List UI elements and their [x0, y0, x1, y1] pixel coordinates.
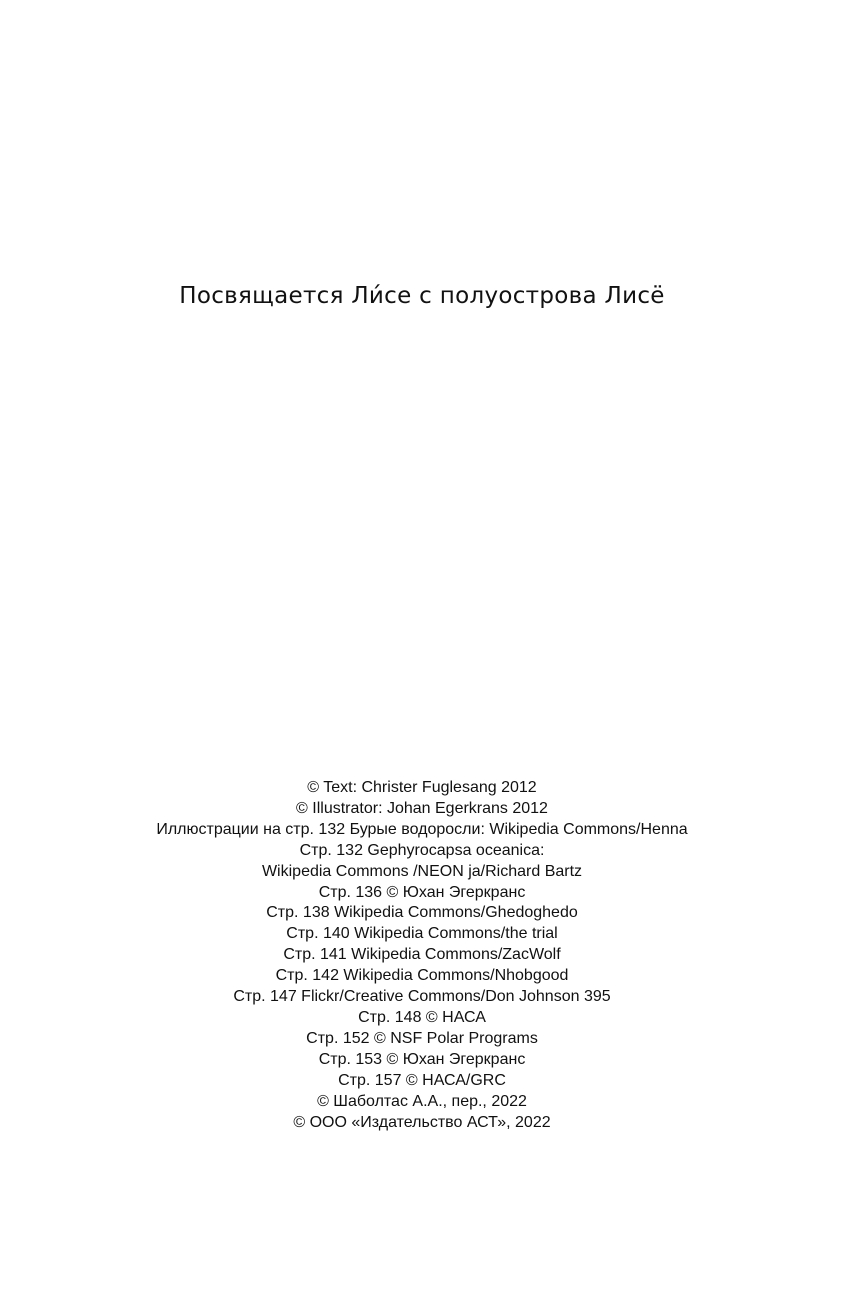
credit-line: Стр. 132 Gephyrocapsa oceanica: [299, 841, 545, 859]
credit-line: © Text: Christer Fuglesang 2012 [307, 779, 537, 796]
credit-line: Стр. 147 Flickr/Creative Commons/Don Johnson 395 [233, 988, 611, 1006]
credit-line: Стр. 141 Wikipedia Commons/ZacWolf [283, 946, 561, 964]
credit-line: Стр. 148 © НАСА [358, 1008, 486, 1026]
credit-line: Стр. 142 Wikipedia Commons/Nhobgood [275, 967, 569, 985]
credit-line: Wikipedia Commons /NEON ja/Richard Bartz [261, 862, 583, 880]
credit-line: Стр. 140 Wikipedia Commons/the trial [286, 925, 558, 943]
credit-line: Иллюстрации на стр. 132 Бурые водоросли: Wikipedia Commons/Henna [156, 820, 688, 838]
credit-line: Стр. 136 © Юхан Эгеркранс [318, 883, 526, 901]
credit-line: © Шаболтас А.А., пер., 2022 [317, 1092, 527, 1110]
credit-line: Стр. 138 Wikipedia Commons/Ghedoghedo [266, 904, 578, 922]
credit-line: © ООО «Издательство АСТ», 2022 [293, 1113, 551, 1131]
credit-line: Стр. 152 © NSF Polar Programs [306, 1029, 538, 1047]
credits-list [0, 778, 844, 1133]
dedication-text: Посвящается Ли́се с полуострова Лисё [179, 283, 665, 309]
credit-line: © Illustrator: Johan Egerkrans 2012 [296, 799, 548, 817]
credit-line: Стр. 157 © НАСА/GRC [338, 1071, 506, 1089]
credit-line: Стр. 153 © Юхан Эгеркранс [318, 1050, 526, 1068]
